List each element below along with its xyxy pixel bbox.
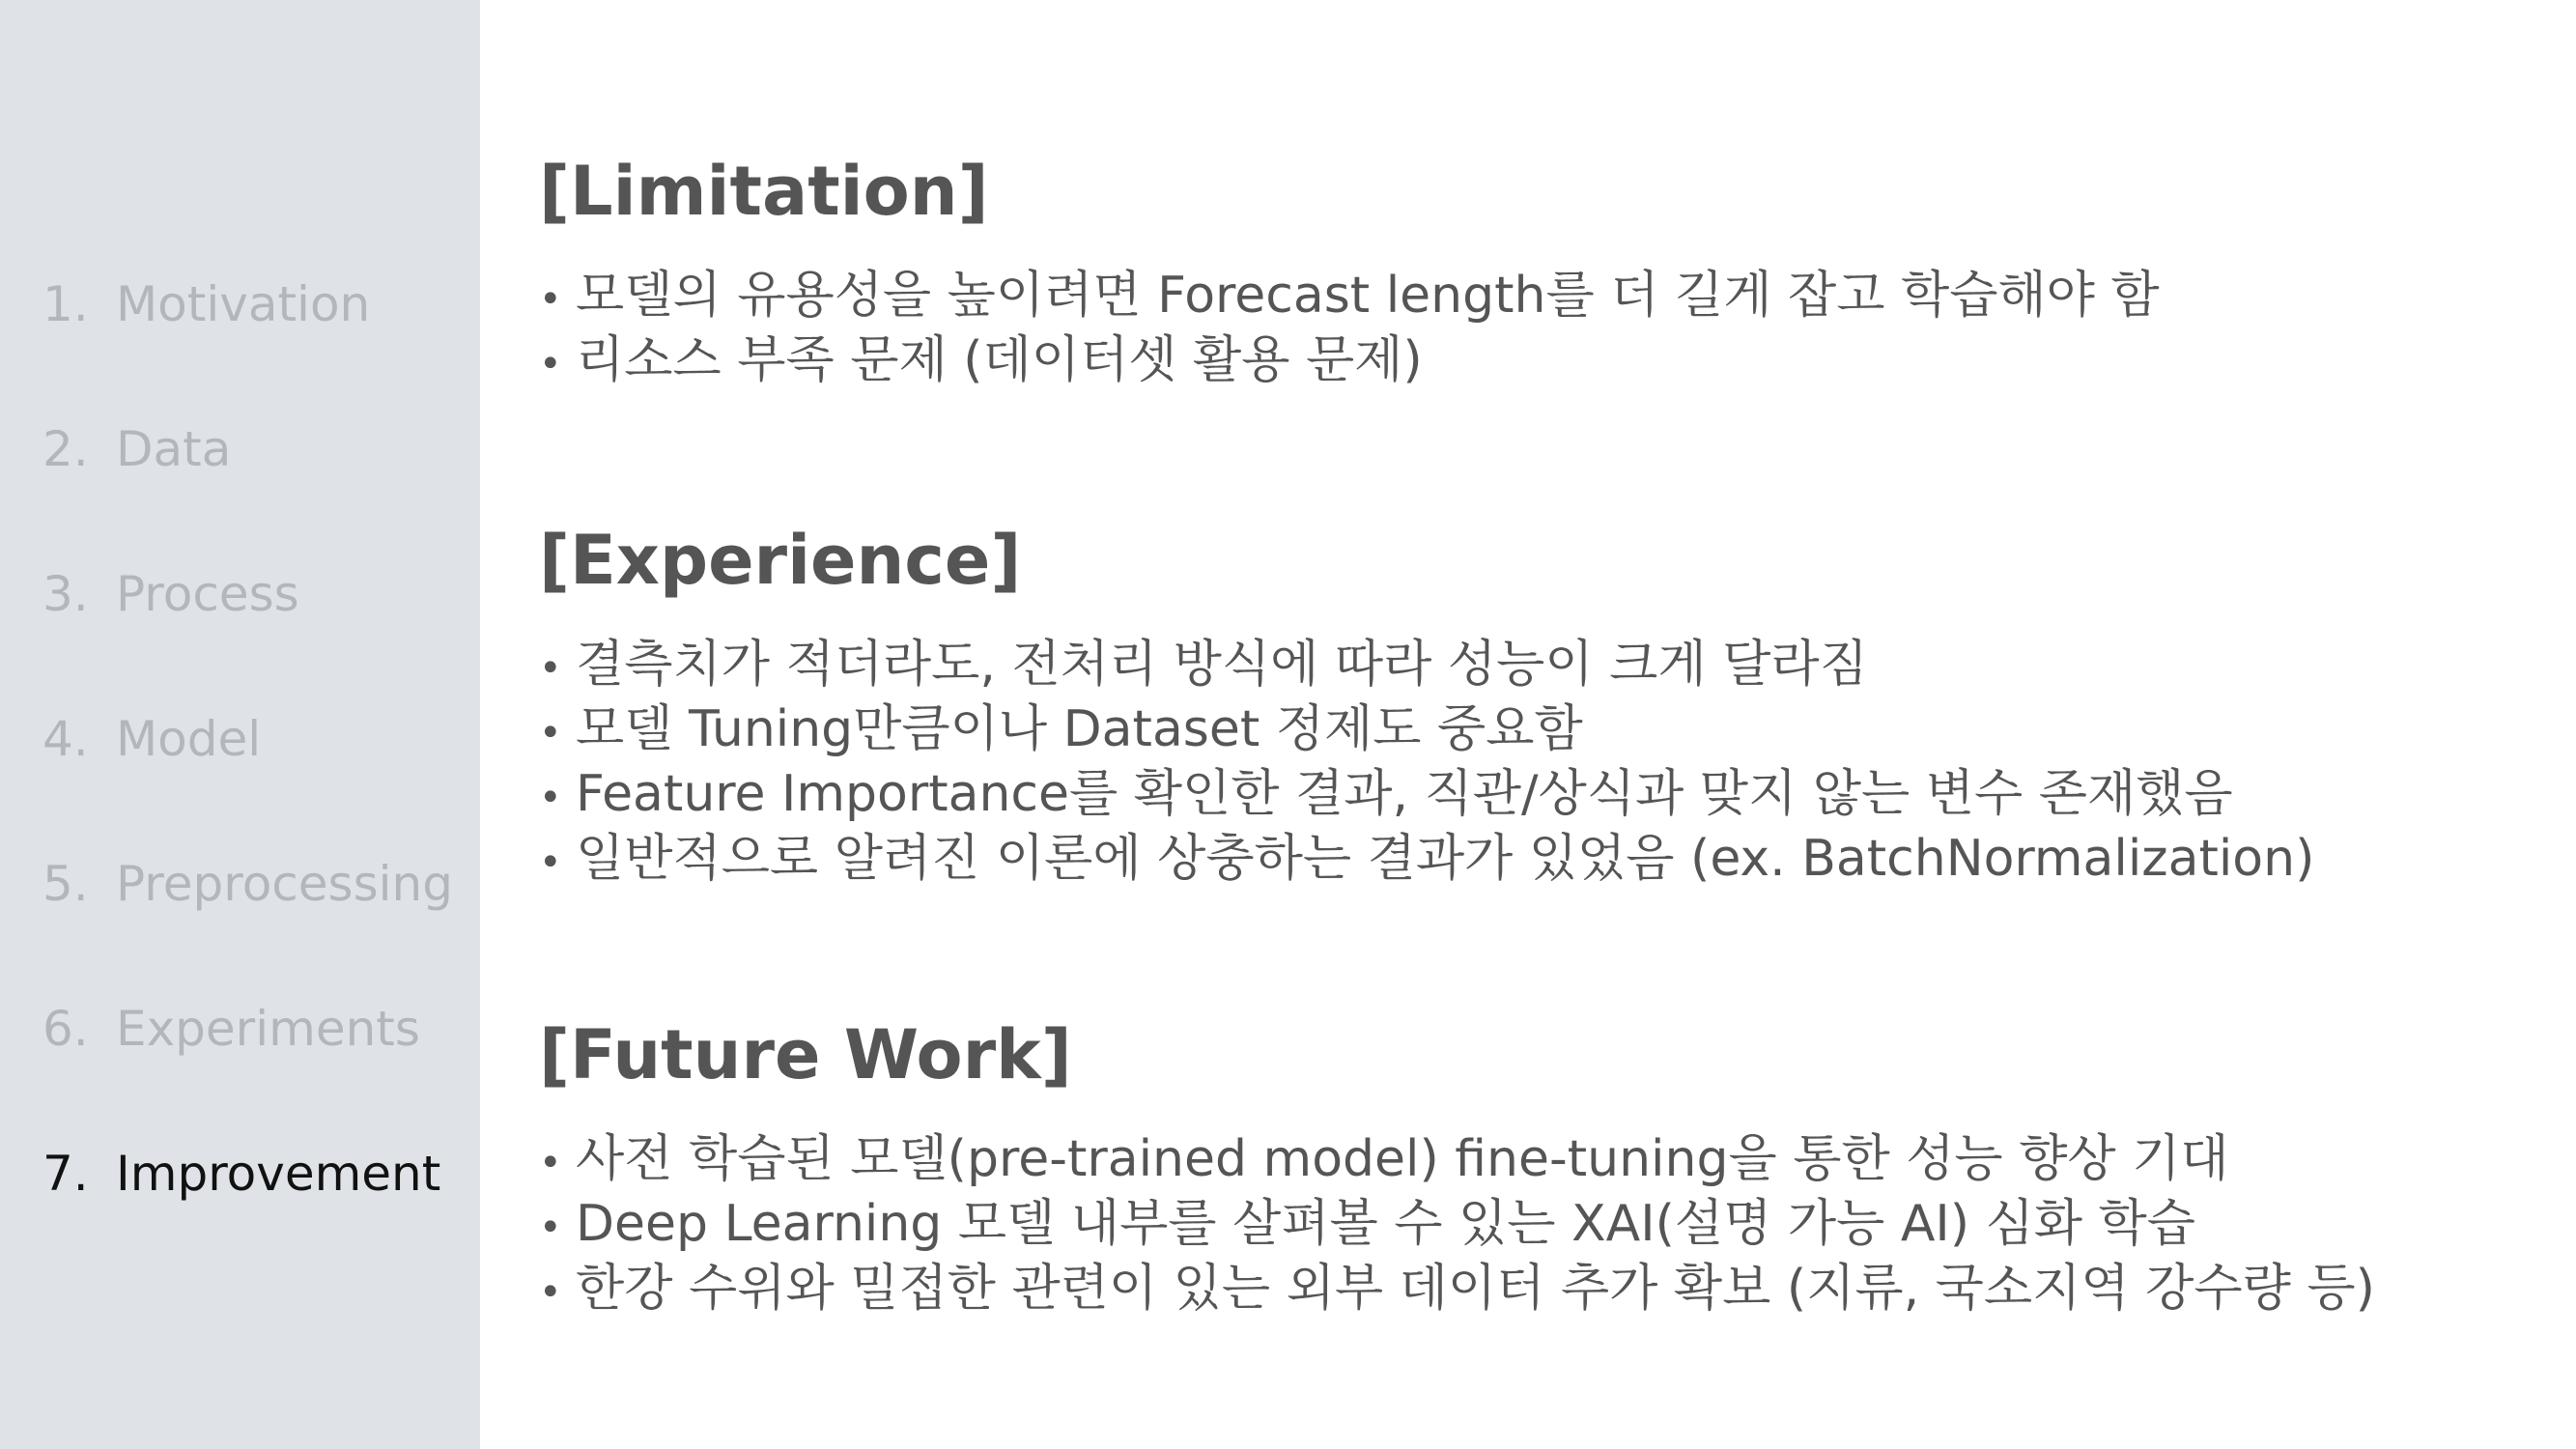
list-item-text: Feature Importance를 확인한 결과, 직관/상식과 맞지 않는 변수 존재했음 xyxy=(576,765,2233,823)
nav-label: Model xyxy=(116,711,262,767)
list-item xyxy=(539,633,2314,697)
sidebar-item-preprocessing[interactable] xyxy=(42,855,453,913)
list-item-text: Deep Learning 모델 내부를 살펴볼 수 있는 XAI(설명 가능 AI) 심화 학습 xyxy=(576,1195,2196,1253)
bullet-icon: • xyxy=(539,646,562,691)
bullet-icon: • xyxy=(539,1206,562,1250)
list-item xyxy=(539,1257,2375,1321)
list-item-text: 리소스 부족 문제 (데이터셋 활용 문제) xyxy=(576,331,1423,389)
list-item xyxy=(539,697,2314,762)
nav-number: 6. xyxy=(42,1001,89,1057)
main-content xyxy=(539,0,2529,1449)
future-work-heading: [Future Work] xyxy=(539,1015,1072,1094)
nav-number: 4. xyxy=(42,711,89,767)
list-item xyxy=(539,264,2160,328)
list-item-text: 사전 학습된 모델(pre-trained model) fine-tuning을 통한 성능 향상 기대 xyxy=(576,1130,2229,1188)
list-item-text: 모델 Tuning만큼이나 Dataset 정제도 중요함 xyxy=(576,700,1583,758)
nav-number: 7. xyxy=(42,1146,89,1202)
limitation-heading: [Limitation] xyxy=(539,152,989,231)
experience-heading: [Experience] xyxy=(539,521,1022,600)
nav-label: Improvement xyxy=(116,1146,441,1202)
bullet-icon: • xyxy=(539,1141,562,1185)
nav-label: Process xyxy=(116,566,299,622)
list-item-text: 모델의 유용성을 높이려면 Forecast length를 더 길게 잡고 학습해야 함 xyxy=(576,267,2160,325)
nav-label: Preprocessing xyxy=(116,856,453,912)
list-item xyxy=(539,328,2160,393)
experience-list xyxy=(539,633,2314,892)
bullet-icon: • xyxy=(539,277,562,322)
list-item-text: 한강 수위와 밀접한 관련이 있는 외부 데이터 추가 확보 (지류, 국소지역 강수량 등) xyxy=(576,1260,2375,1318)
future-work-list xyxy=(539,1127,2375,1321)
sidebar-item-model[interactable] xyxy=(42,710,261,768)
nav-number: 2. xyxy=(42,421,89,477)
sidebar-item-data[interactable] xyxy=(42,420,231,478)
nav-label: Experiments xyxy=(116,1001,420,1057)
list-item xyxy=(539,1127,2375,1192)
sidebar-item-process[interactable] xyxy=(42,565,299,623)
sidebar-item-experiments[interactable] xyxy=(42,1000,420,1058)
sidebar-item-improvement[interactable] xyxy=(42,1145,440,1203)
limitation-list xyxy=(539,264,2160,393)
nav-number: 1. xyxy=(42,276,89,332)
nav-number: 5. xyxy=(42,856,89,912)
nav-number: 3. xyxy=(42,566,89,622)
nav-label: Motivation xyxy=(116,276,371,332)
sidebar-nav xyxy=(0,0,480,1449)
list-item xyxy=(539,827,2314,892)
bullet-icon: • xyxy=(539,776,562,820)
list-item xyxy=(539,762,2314,827)
bullet-icon: • xyxy=(539,711,562,755)
bullet-icon: • xyxy=(539,1270,562,1315)
list-item-text: 일반적으로 알려진 이론에 상충하는 결과가 있었음 (ex. BatchNormalization) xyxy=(576,830,2315,888)
sidebar-item-motivation[interactable] xyxy=(42,275,370,333)
bullet-icon: • xyxy=(539,840,562,885)
bullet-icon: • xyxy=(539,342,562,386)
nav-label: Data xyxy=(116,421,232,477)
list-item-text: 결측치가 적더라도, 전처리 방식에 따라 성능이 크게 달라짐 xyxy=(576,636,1868,694)
list-item xyxy=(539,1192,2375,1257)
